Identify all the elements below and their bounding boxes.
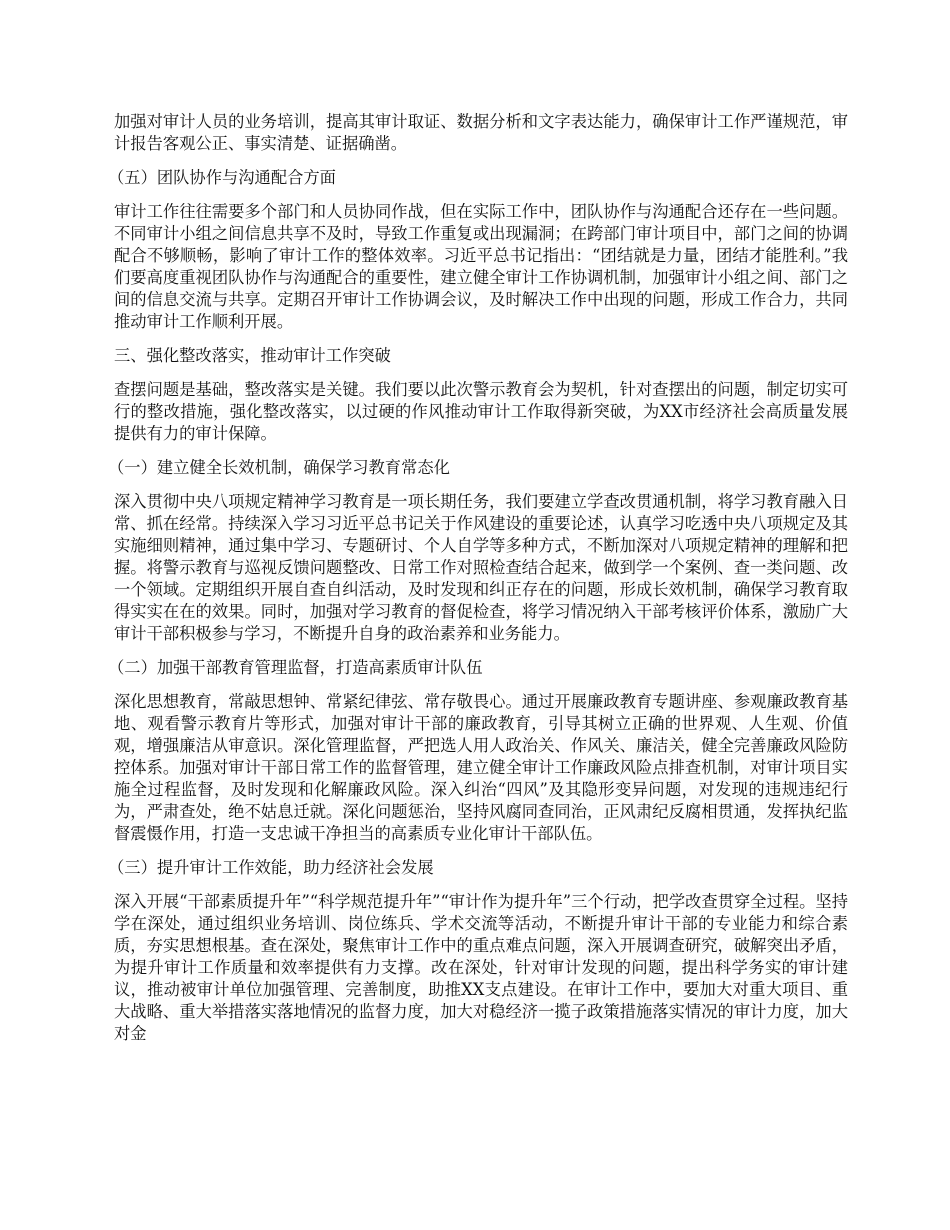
paragraph-teamwork: 审计工作往往需要多个部门和人员协同作战，但在实际工作中，团队协作与沟通配合还存在一些问题。不同审计小组之间信息共享不及时，导致工作重复或出现漏洞；在跨部门审计项目中，部门之间的协调配合不够顺畅，影响了审计工作的整体效率。习近平总书记指出：“团结就是力量，团结才能胜利。”我们要高度重视团队协作与沟通配合的重要性，建立健全审计工作协调机制，加强审计小组之间、部门之间的信息交流与共享。定期召开审计工作协调会议，及时解决工作中出现的问题，形成工作合力，共同推动审计工作顺利开展。 [114,202,848,331]
paragraph-audit-efficiency: 深入开展“干部素质提升年”“科学规范提升年”“审计作为提升年”三个行动，把学改查贯穿全过程。坚持学在深处，通过组织业务培训、岗位练兵、学术交流等活动，不断提升审计干部的专业能力和综合素质，夯实思想根基。查在深处，聚焦审计工作中的重点难点问题，深入开展调查研究，破解突出矛盾，为提升审计工作质量和效率提供有力支撑。改在深处，针对审计发现的问题，提出科学务实的审计建议，推动被审计单位加强管理、完善制度，助推XX支点建设。在审计工作中，要加大对重大项目、重大战略、重大举措落实落地情况的监督力度，加大对稳经济一揽子政策措施落实情况的审计力度，加大对金 [114,892,848,1043]
paragraph-cadre-supervision: 深化思想教育，常敲思想钟、常紧纪律弦、常存敬畏心。通过开展廉政教育专题讲座、参观廉政教育基地、观看警示教育片等形式，加强对审计干部的廉政教育，引导其树立正确的世界观、人生观、价值观，增强廉洁从审意识。深化管理监督，严把选人用人政治关、作风关、廉洁关，健全完善廉政风险防控体系。加强对审计干部日常工作的监督管理，建立健全审计工作廉政风险点排查机制，对审计项目实施全过程监督，及时发现和化解廉政风险。深入纠治“四风”及其隐形变异问题，对发现的违规违纪行为，严肃查处，绝不姑息迁就。深化问题惩治，坚持风腐同查同治，正风肃纪反腐相贯通，发挥执纪监督震慑作用，打造一支忠诚干净担当的高素质专业化审计干部队伍。 [114,692,848,843]
subheading-long-term-mechanism: （一）建立健全长效机制，确保学习教育常态化 [108,458,450,477]
subheading-teamwork: （五）团队协作与沟通配合方面 [108,168,336,187]
subheading-cadre-supervision: （二）加强干部教育管理监督，打造高素质审计队伍 [108,658,483,677]
paragraph-long-term-mechanism: 深入贯彻中央八项规定精神学习教育是一项长期任务，我们要建立学查改贯通机制，将学习教育融入日常、抓在经常。持续深入学习习近平总书记关于作风建设的重要论述，认真学习吃透中央八项规定及其实施细则精神，通过集中学习、专题研讨、个人自学等多种方式，不断加深对八项规定精神的理解和把握。将警示教育与巡视反馈问题整改、日常工作对照检查结合起来，做到学一个案例、查一类问题、改一个领域。定期组织开展自查自纠活动，及时发现和纠正存在的问题，形成长效机制，确保学习教育取得实实在在的效果。同时，加强对学习教育的督促检查，将学习情况纳入干部考核评价体系，激励广大审计干部积极参与学习，不断提升自身的政治素养和业务能力。 [114,492,848,643]
paragraph-rectification-intro: 查摆问题是基础，整改落实是关键。我们要以此次警示教育会为契机，针对查摆出的问题，制定切实可行的整改措施，强化整改落实，以过硬的作风推动审计工作取得新突破，为XX市经济社会高质量发展提供有力的审计保障。 [114,380,848,443]
section-heading-rectification: 三、强化整改落实，推动审计工作突破 [114,346,391,365]
document-page [108,111,848,1045]
paragraph-training: 加强对审计人员的业务培训，提高其审计取证、数据分析和文字表达能力，确保审计工作严谨规范，审计报告客观公正、事实清楚、证据确凿。 [114,112,848,153]
subheading-audit-efficiency: （三）提升审计工作效能，助力经济社会发展 [108,858,434,877]
